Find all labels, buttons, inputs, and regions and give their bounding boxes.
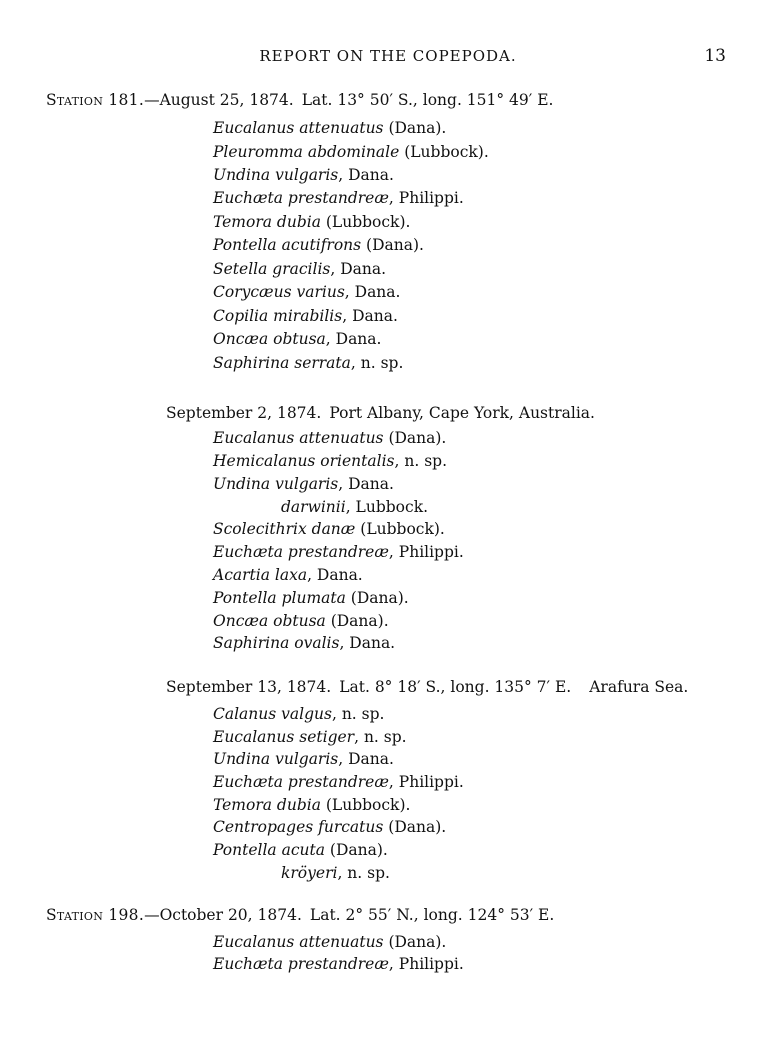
species-authority: , n. sp. xyxy=(337,864,390,882)
species-name: Scolecithrix danæ xyxy=(213,520,356,538)
station-label: Station 198. xyxy=(46,906,145,924)
species-authority: , n. sp. xyxy=(394,452,448,470)
species-authority: (Lubbock). xyxy=(399,143,489,161)
species-entry xyxy=(213,589,409,607)
species-entry xyxy=(213,330,381,348)
entry-date: September 2, 1874. xyxy=(166,404,322,422)
species-entry xyxy=(281,864,390,882)
species-entry xyxy=(213,634,395,652)
species-name: Centropages furcatus xyxy=(213,818,384,836)
entry-date: September 13, 1874. xyxy=(166,678,332,696)
species-entry xyxy=(213,818,446,836)
species-entry xyxy=(213,307,398,325)
species-name: kröyeri xyxy=(281,864,338,882)
species-authority: (Dana). xyxy=(383,119,447,137)
entry-position: Lat. 8° 18′ S., long. 135° 7′ E. xyxy=(339,678,572,696)
species-name: Setella gracilis xyxy=(213,260,331,278)
species-entry xyxy=(213,841,388,859)
species-name: Hemicalanus orientalis xyxy=(213,452,395,470)
species-entry xyxy=(213,166,394,184)
species-name: Euchæta prestandreæ xyxy=(213,189,389,207)
species-authority: , Dana. xyxy=(307,566,363,584)
station-position: Lat. 13° 50′ S., long. 151° 49′ E. xyxy=(301,91,554,109)
sept-2-heading xyxy=(166,404,595,422)
station-position: Lat. 2° 55′ N., long. 124° 53′ E. xyxy=(309,906,555,924)
species-authority: (Dana). xyxy=(324,841,388,859)
species-name: Temora dubia xyxy=(213,213,321,231)
station-181-heading xyxy=(46,91,553,109)
species-name: Pontella acuta xyxy=(213,841,325,859)
species-name: Eucalanus attenuatus xyxy=(213,119,384,137)
species-entry xyxy=(213,213,410,231)
species-name: Euchæta prestandreæ xyxy=(213,543,389,561)
species-entry xyxy=(213,933,446,951)
species-authority: , Lubbock. xyxy=(345,498,429,516)
species-authority: (Dana). xyxy=(325,612,389,630)
species-name: Pleuromma abdominale xyxy=(213,143,400,161)
species-authority: , Dana. xyxy=(338,166,394,184)
entry-place: Arafura Sea. xyxy=(589,678,689,696)
species-name: Eucalanus setiger xyxy=(213,728,355,746)
species-name: Pontella acutifrons xyxy=(213,236,362,254)
running-title: REPORT ON THE COPEPODA. xyxy=(259,47,517,65)
species-authority: , Dana. xyxy=(344,283,401,301)
species-entry xyxy=(213,955,464,973)
species-name: Saphirina serrata xyxy=(213,354,351,372)
species-entry xyxy=(213,728,407,746)
species-authority: (Lubbock). xyxy=(320,796,411,814)
species-authority: , Dana. xyxy=(338,475,394,493)
species-authority: , n. sp. xyxy=(350,354,404,372)
species-entry xyxy=(213,796,410,814)
entry-place: Port Albany, Cape York, Australia. xyxy=(329,404,595,422)
species-authority: (Lubbock). xyxy=(320,213,411,231)
species-entry xyxy=(281,498,428,516)
species-name: Temora dubia xyxy=(213,796,321,814)
species-authority: , Philippi. xyxy=(388,955,464,973)
species-name: Eucalanus attenuatus xyxy=(213,429,384,447)
species-authority: , Dana. xyxy=(325,330,382,348)
species-name: Acartia laxa xyxy=(213,566,308,584)
species-name: Corycæus varius xyxy=(213,283,345,301)
species-entry xyxy=(213,773,464,791)
species-entry xyxy=(213,119,446,137)
species-entry xyxy=(213,283,400,301)
species-name: Pontella plumata xyxy=(213,589,346,607)
species-name: Eucalanus attenuatus xyxy=(213,933,384,951)
species-authority: , Philippi. xyxy=(388,773,464,791)
species-entry xyxy=(213,705,384,723)
species-authority: , Philippi. xyxy=(388,189,464,207)
species-name: Saphirina ovalis xyxy=(213,634,340,652)
species-name: Undina vulgaris xyxy=(213,475,339,493)
species-entry xyxy=(213,143,489,161)
species-authority: , Dana. xyxy=(339,634,396,652)
species-authority: , Dana. xyxy=(330,260,387,278)
station-date: —August 25, 1874. xyxy=(144,91,294,109)
species-authority: , n. sp. xyxy=(354,728,407,746)
species-authority: (Dana). xyxy=(383,933,447,951)
species-authority: , Philippi. xyxy=(388,543,464,561)
species-name: Oncæa obtusa xyxy=(213,612,326,630)
species-entry xyxy=(213,354,403,372)
species-authority: (Lubbock). xyxy=(355,520,445,538)
species-entry xyxy=(213,566,363,584)
page-number: 13 xyxy=(704,46,726,66)
station-label: Station 181. xyxy=(46,91,145,109)
species-name: Copilia mirabilis xyxy=(213,307,343,325)
species-authority: (Dana). xyxy=(383,429,447,447)
species-name: Undina vulgaris xyxy=(213,750,339,768)
species-name: Calanus valgus xyxy=(213,705,332,723)
species-entry xyxy=(213,520,445,538)
species-authority: (Dana). xyxy=(361,236,424,254)
species-name: darwinii xyxy=(281,498,346,516)
station-date: —October 20, 1874. xyxy=(144,906,302,924)
species-name: Oncæa obtusa xyxy=(213,330,326,348)
species-authority: (Dana). xyxy=(383,818,447,836)
species-authority: , Dana. xyxy=(342,307,398,325)
species-name: Euchæta prestandreæ xyxy=(213,955,389,973)
species-name: Euchæta prestandreæ xyxy=(213,773,389,791)
species-entry xyxy=(213,475,394,493)
species-entry xyxy=(213,260,386,278)
species-entry xyxy=(213,452,447,470)
species-entry xyxy=(213,189,464,207)
species-entry xyxy=(213,750,394,768)
sept-13-heading xyxy=(166,678,688,696)
species-entry xyxy=(213,612,389,630)
species-entry xyxy=(213,236,424,254)
species-authority: , Dana. xyxy=(338,750,394,768)
station-198-heading xyxy=(46,906,554,924)
species-authority: (Dana). xyxy=(345,589,409,607)
species-name: Undina vulgaris xyxy=(213,166,339,184)
species-entry xyxy=(213,543,464,561)
species-authority: , n. sp. xyxy=(331,705,385,723)
species-entry xyxy=(213,429,446,447)
